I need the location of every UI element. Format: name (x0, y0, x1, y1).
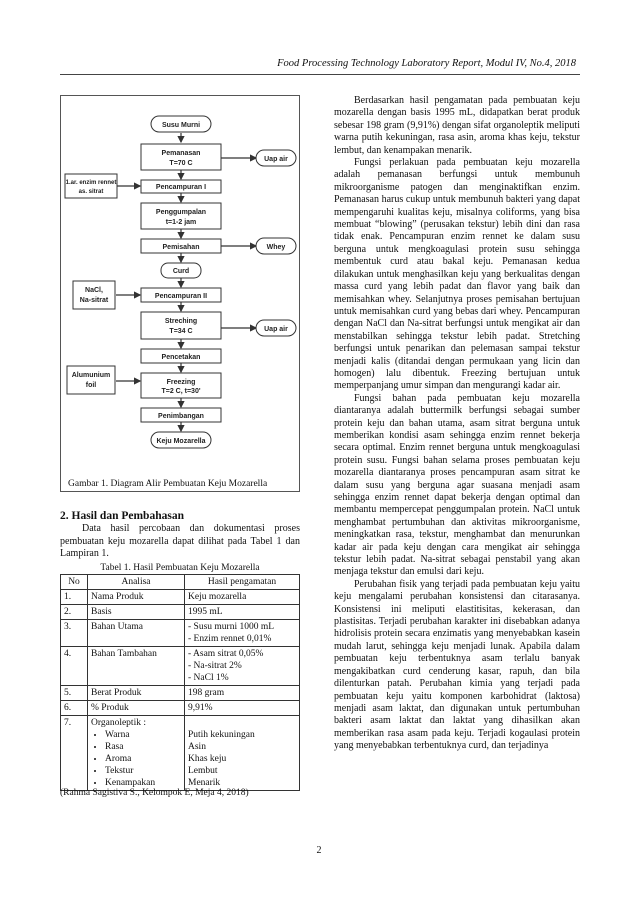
organoleptik-value: Asin (188, 742, 206, 752)
left-paragraph-text: Data hasil percobaan dan dokumentasi proses pembuatan keju mozarella dapat dilihat pada Tabel 1 dan Lampiran 1. (60, 523, 300, 559)
table-cell: Basis (88, 605, 185, 620)
flow-side-label: as. sitrat (78, 189, 104, 195)
step-freezing (141, 373, 221, 398)
step-pencampuran-1 (141, 180, 221, 193)
step-curd (161, 263, 201, 278)
flow-node-label: T=2 C, t=30' (161, 388, 201, 395)
organoleptik-item: • Rasa (105, 741, 181, 753)
table-cell-line: 1995 mL (188, 607, 223, 617)
organoleptik-item: • Aroma (105, 753, 181, 765)
table-cell: 6. (61, 701, 88, 716)
flow-node-label: t=1-2 jam (165, 219, 197, 226)
side-alumunium-foil (67, 366, 115, 394)
table-cell: Bahan Utama (88, 620, 185, 647)
flow-diagram (60, 95, 300, 492)
table-cell-line: 9,91% (188, 703, 213, 713)
running-header: Food Processing Technology Laboratory Report, Modul IV, No.4, 2018 (277, 58, 576, 69)
body-paragraph: Perubahan fisik yang terjadi pada pembuatan keju yaitu keju mengalami perubahan konsistensi dan citarasanya. Konsistensi ini meliputi elastitisitas, kekerasan, dan plastisitas. Terjadi perubahan karakter ini disebabkan adanya hidrolisis protein secara enzimatis yang menyebabkan kasein mudah larut, sehingga keju menjadi lunak. Apabila dalam pembuatan keju terbentuknya asam terlalu banyak mengakibatkan curd cenderung kasar, rapuh, dan bila dilenturkan patah. Perubahan kimia yang terjadi pada pembuatan keju yaitu komponen karbohidrat (laktosa) menjadi asam laktat, dan digunakan untuk pertumbuhan bakteri asam laktat dan laktat yang dihasilkan akan memberikan rasa asam pada keju. Terjadi kogaulasi protein yang menyebabkan terbentuknya curd, dan terjadinya (334, 578, 580, 752)
organoleptik-item: • Kenampakan (105, 777, 181, 789)
flow-side-label: Uap air (264, 156, 288, 163)
flow-side-label: 1.ar. enzim rennet (65, 180, 117, 186)
table-header-cell: Hasil pengamatan (185, 575, 300, 590)
flow-node-label: Pemisahan (162, 244, 200, 251)
side-uap-air-2 (256, 320, 296, 336)
body-paragraph: Fungsi perlakuan pada pembuatan keju mozarella adalah pemanasan berfungsi untuk membunuh mikroorganisme patogen dan menginaktifkan enzim. Pemanasan harus cukup untuk membunuh bakteri yang dapat mempengaruhi kualitas keju, misalnya coliforms, yang bisa membuat “blowing” (perusakan tekstur) lebih dini dan rasa tidak enak. Pencampuran enzim rennet ke dalam susu berguna untuk mengkoagulasi protein susu sehingga membentuk curd atau bakal keju. Pemanasan kedua dilakukan untuk menghasilkan keju yang berkualitas dengan massa curd yang lebih padat dan flavor yang baik dan memisahkan whey. Selanjutnya proses pemisahan bertujuan untuk memisahkan curd yang bebas dari whey. Pencampuran dengan NaCl dan Na-sitrat berfungsi untuk mengikat air dan menstabilkan sehingga tekstur lebih padat. Stretching berfungsi untuk penarikan dan pelemasan sampai tekstur menjadi kalis (ditandai dengan permukaan yang licin dan homogen) lalu dibentuk. Freezing bertujuan untuk memperpanjang umur simpan dan mengurangi kadar air. (334, 157, 580, 392)
table-cell-line: Keju mozarella (188, 592, 247, 602)
organoleptik-value: Lembut (188, 766, 218, 776)
organoleptik-value: Khas keju (188, 754, 227, 764)
table-row (61, 701, 300, 716)
right-column (334, 95, 580, 753)
side-whey (256, 238, 296, 254)
flow-node-label: Pemanasan (161, 150, 201, 157)
flow-node-label: Susu Murni (161, 122, 201, 129)
flow-side-label: Uap air (264, 326, 288, 333)
table-source: (Rahma Sagistiva S., Kelompok E, Meja 4, 2018) (60, 788, 249, 798)
table-cell (185, 620, 300, 647)
flow-side-label: Whey (266, 244, 286, 251)
table-row (61, 716, 300, 791)
flow-side-label: Na-sitrat (79, 297, 109, 304)
step-pencampuran-2 (141, 288, 221, 302)
table-cell (185, 647, 300, 686)
organoleptik-label: Organoleptik : (91, 718, 146, 728)
step-pemanasan (141, 144, 221, 170)
table-cell-line: - Asam sitrat 0,05% (188, 649, 264, 659)
table-row (61, 647, 300, 686)
body-paragraph: Fungsi bahan pada pembuatan keju mozarella diantaranya adalah buttermilk berfungsi sebagai sumber protein keju dan bahan utama, asam sitrat berguna untuk memberikan kondisi asam sehingga enzim rennet bekerja secara optimal. Enzim rennet berguna untuk mengkoagulasi protein susu. Fungsi bahan selama proses pembuatan keju mozarella diantaranya proses pencampuran asam sitrat ke dalam susu yang berguna agar suasana menjadi asam sehingga enzim rennet dapat bekerja dengan optimal dan membantu mempercepat penggumpalan protein. NaCl untuk menghambat pertumbuhan dan aktivitas mikroorganisme, meningkatkan rasa, tekstur, menghambat dan menurunkan kadar air pada keju dengan cara mengikat air sehingga tekstur lebih padat. Na-sitrat sebagai penstabil yang akan menjaga tekstur dan emulsi dari keju. (334, 392, 580, 578)
organoleptik-value: Putih kekuningan (188, 730, 255, 740)
flow-side-label: foil (85, 382, 97, 389)
table-cell (185, 590, 300, 605)
flow-side-label: Alumunium (71, 372, 111, 379)
flow-side-label: NaCl, (85, 287, 103, 294)
table-cell: Nama Produk (88, 590, 185, 605)
table-cell (185, 716, 300, 791)
table-header-cell: Analisa (88, 575, 185, 590)
side-nacl (73, 281, 115, 309)
side-uap-air-1 (256, 150, 296, 166)
table-cell (185, 701, 300, 716)
page-number: 2 (316, 845, 322, 856)
table-header-row (61, 575, 300, 590)
flow-node-label: Keju Mozarella (156, 438, 206, 445)
table-cell: Berat Produk (88, 686, 185, 701)
flow-node-label: Penimbangan (158, 413, 204, 420)
table-header-cell: No (61, 575, 88, 590)
organoleptik-item: • Tekstur (105, 765, 181, 777)
table-row (61, 686, 300, 701)
step-streching (141, 312, 221, 339)
table-cell: 4. (61, 647, 88, 686)
organoleptik-value: Menarik (188, 778, 221, 788)
table-row (61, 605, 300, 620)
side-enzim-rennet (65, 174, 117, 198)
step-penggumpalan (141, 203, 221, 229)
header-rule (60, 74, 580, 75)
organoleptik-list (91, 729, 181, 789)
left-paragraph (60, 523, 300, 561)
table-caption: Tabel 1. Hasil Pembuatan Keju Mozarella (100, 563, 260, 573)
table-cell: 1. (61, 590, 88, 605)
table-cell: 5. (61, 686, 88, 701)
table-cell: 2. (61, 605, 88, 620)
flow-node-label: Pencampuran I (155, 184, 207, 191)
step-pencetakan (141, 349, 221, 363)
step-penimbangan (141, 408, 221, 422)
step-pemisahan (141, 239, 221, 253)
table-cell-line: - Susu murni 1000 mL (188, 622, 275, 632)
table-row (61, 590, 300, 605)
table-cell (88, 716, 185, 791)
body-paragraph: Berdasarkan hasil pengamatan pada pembuatan keju mozarella dengan basis 1995 mL, didapatkan berat produk sebesar 198 gram (9,91%) dengan sifat organoleptik meliputi warna putih kekuningan, rasa asin, aroma khas keju, tekstur lembut, dan kenampakan menarik. (334, 95, 580, 156)
section-title: 2. Hasil dan Pembahasan (60, 510, 184, 522)
flow-node-label: Pencetakan (161, 354, 201, 361)
table-cell (185, 686, 300, 701)
flow-node-label: Streching (164, 318, 198, 325)
table-cell: Bahan Tambahan (88, 647, 185, 686)
flow-node-label: T=70 C (169, 160, 193, 167)
table-cell-line: - Na-sitrat 2% (188, 661, 242, 671)
flow-node-label: T=34 C (169, 328, 193, 335)
table-row (61, 620, 300, 647)
table-cell: 3. (61, 620, 88, 647)
table-cell-line: - NaCl 1% (188, 673, 229, 683)
table-cell: 7. (61, 716, 88, 791)
step-susu-murni (151, 116, 211, 132)
table-cell-line: - Enzim rennet 0,01% (188, 634, 272, 644)
results-table (60, 574, 300, 791)
table-cell: % Produk (88, 701, 185, 716)
flow-node-label: Penggumpalan (155, 209, 207, 216)
figure-caption: Gambar 1. Diagram Alir Pembuatan Keju Mozarella (68, 479, 268, 489)
organoleptik-item: • Warna (105, 729, 181, 741)
table-cell-line: 198 gram (188, 688, 225, 698)
table-cell (185, 605, 300, 620)
step-keju-mozarella (151, 432, 211, 448)
flow-node-label: Pencampuran II (154, 293, 208, 300)
flow-node-label: Freezing (166, 379, 196, 386)
flow-node-label: Curd (172, 268, 190, 275)
